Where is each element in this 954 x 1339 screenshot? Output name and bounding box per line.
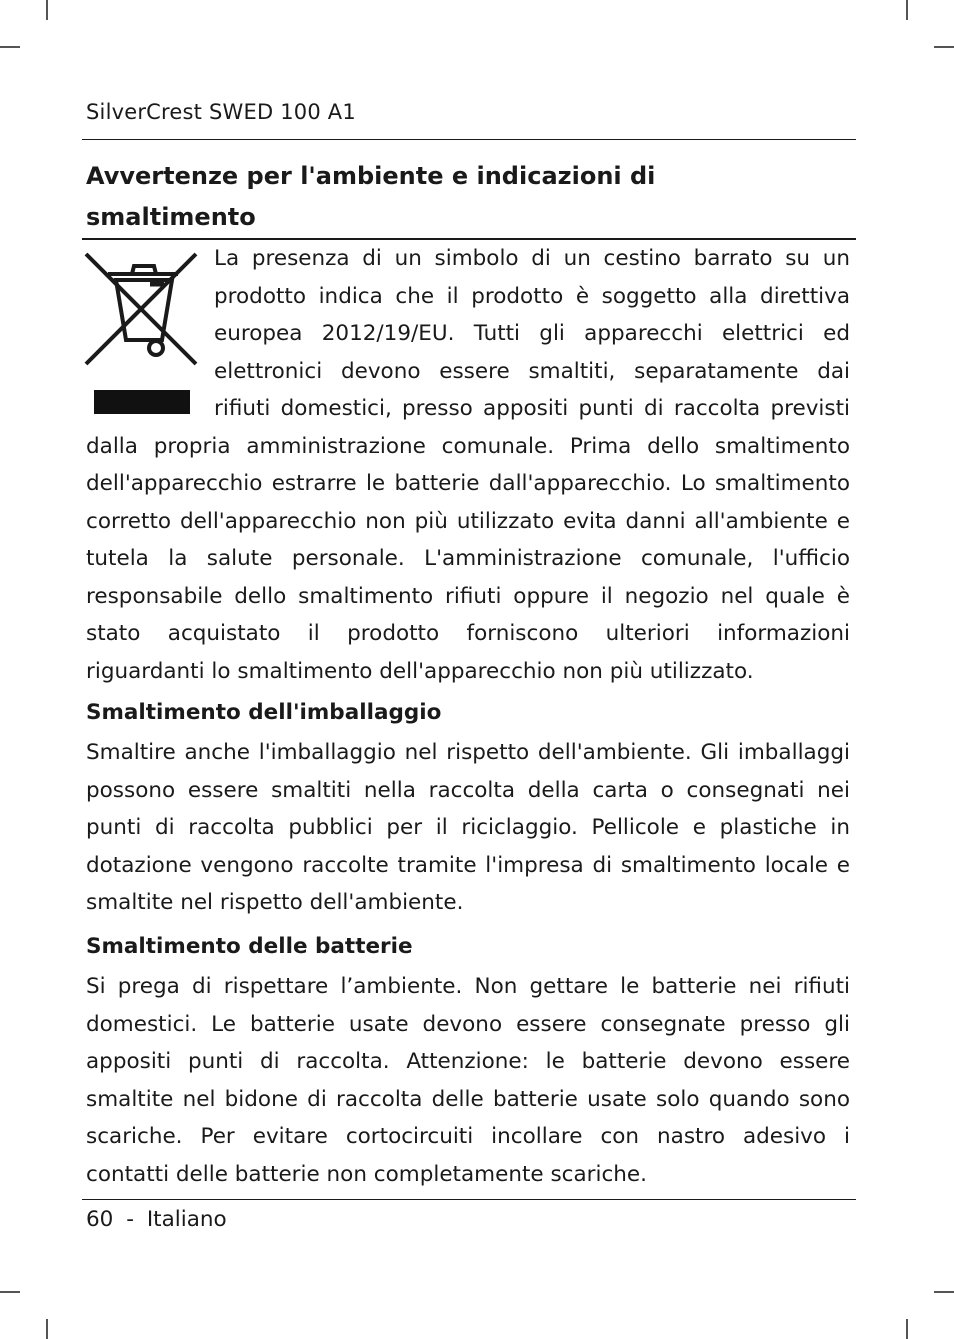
batteries-section: [86, 968, 850, 1193]
footer-language: Italiano: [146, 1207, 227, 1232]
weee-section: [86, 240, 850, 690]
crop-mark: [0, 1291, 20, 1293]
batteries-heading: Smaltimento delle batterie: [86, 934, 413, 959]
section-title: Avvertenze per l'ambiente e indicazioni di smaltimento: [86, 162, 656, 231]
crop-mark: [46, 1319, 48, 1339]
packaging-heading: Smaltimento dell'imballaggio: [86, 700, 442, 725]
crop-mark: [906, 1319, 908, 1339]
crossed-out-wheelie-bin-icon: [78, 244, 214, 416]
crop-mark: [906, 0, 908, 20]
packaging-paragraph: Smaltire anche l'imballaggio nel rispetto dell'ambiente. Gli imballaggi possono essere smaltiti nella raccolta della carta o consegnati nei punti di raccolta pubblici per il riciclaggio. Pellicole e plastiche in dotazione vengono raccolte tramite l'impresa di smaltimento locale e smaltite nel rispetto dell'ambiente.: [86, 740, 850, 915]
header-rule: [82, 139, 856, 140]
batteries-paragraph: Si prega di rispettare l’ambiente. Non gettare le batterie nei rifiuti domestici. Le batterie usate devono essere consegnate presso gli appositi punti di raccolta. Attenzione: le batterie devono essere smaltite nel bidone di raccolta delle batterie usate solo quando sono scariche. Per evitare cortocircuiti incollare con nastro adesivo i contatti delle batterie non completamente scariche.: [86, 974, 850, 1187]
packaging-section: [86, 734, 850, 922]
footer-rule: [82, 1199, 856, 1200]
crop-mark: [0, 46, 20, 48]
weee-paragraph: La presenza di un simbolo di un cestino barrato su un prodotto indica che il prodotto è soggetto alla direttiva europea 2012/19/EU. Tutti gli apparecchi elettrici ed elettronici devono essere smaltiti, separatamente dai rifiuti domestici, presso appositi punti di raccolta previsti dalla propria amministrazione comunale. Prima dello smaltimento dell'apparecchio estrarre le batterie dall'apparecchio. Lo smaltimento corretto dell'apparecchio non più utilizzato evita danni all'ambiente e tutela la salute personale. L'amministrazione comunale, l'ufficio responsabile dello smaltimento rifiuti oppure il negozio nel quale è stato acquistato il prodotto forniscono ulteriori informazioni riguardanti lo smaltimento dell'apparecchio non più utilizzato.: [86, 246, 850, 684]
footer-separator: -: [126, 1207, 134, 1232]
page-number: 60: [86, 1207, 114, 1232]
page-footer: [86, 1207, 227, 1232]
crop-mark: [934, 1291, 954, 1293]
crop-mark: [934, 46, 954, 48]
page-header: SilverCrest SWED 100 A1: [86, 100, 356, 124]
crop-mark: [46, 0, 48, 20]
